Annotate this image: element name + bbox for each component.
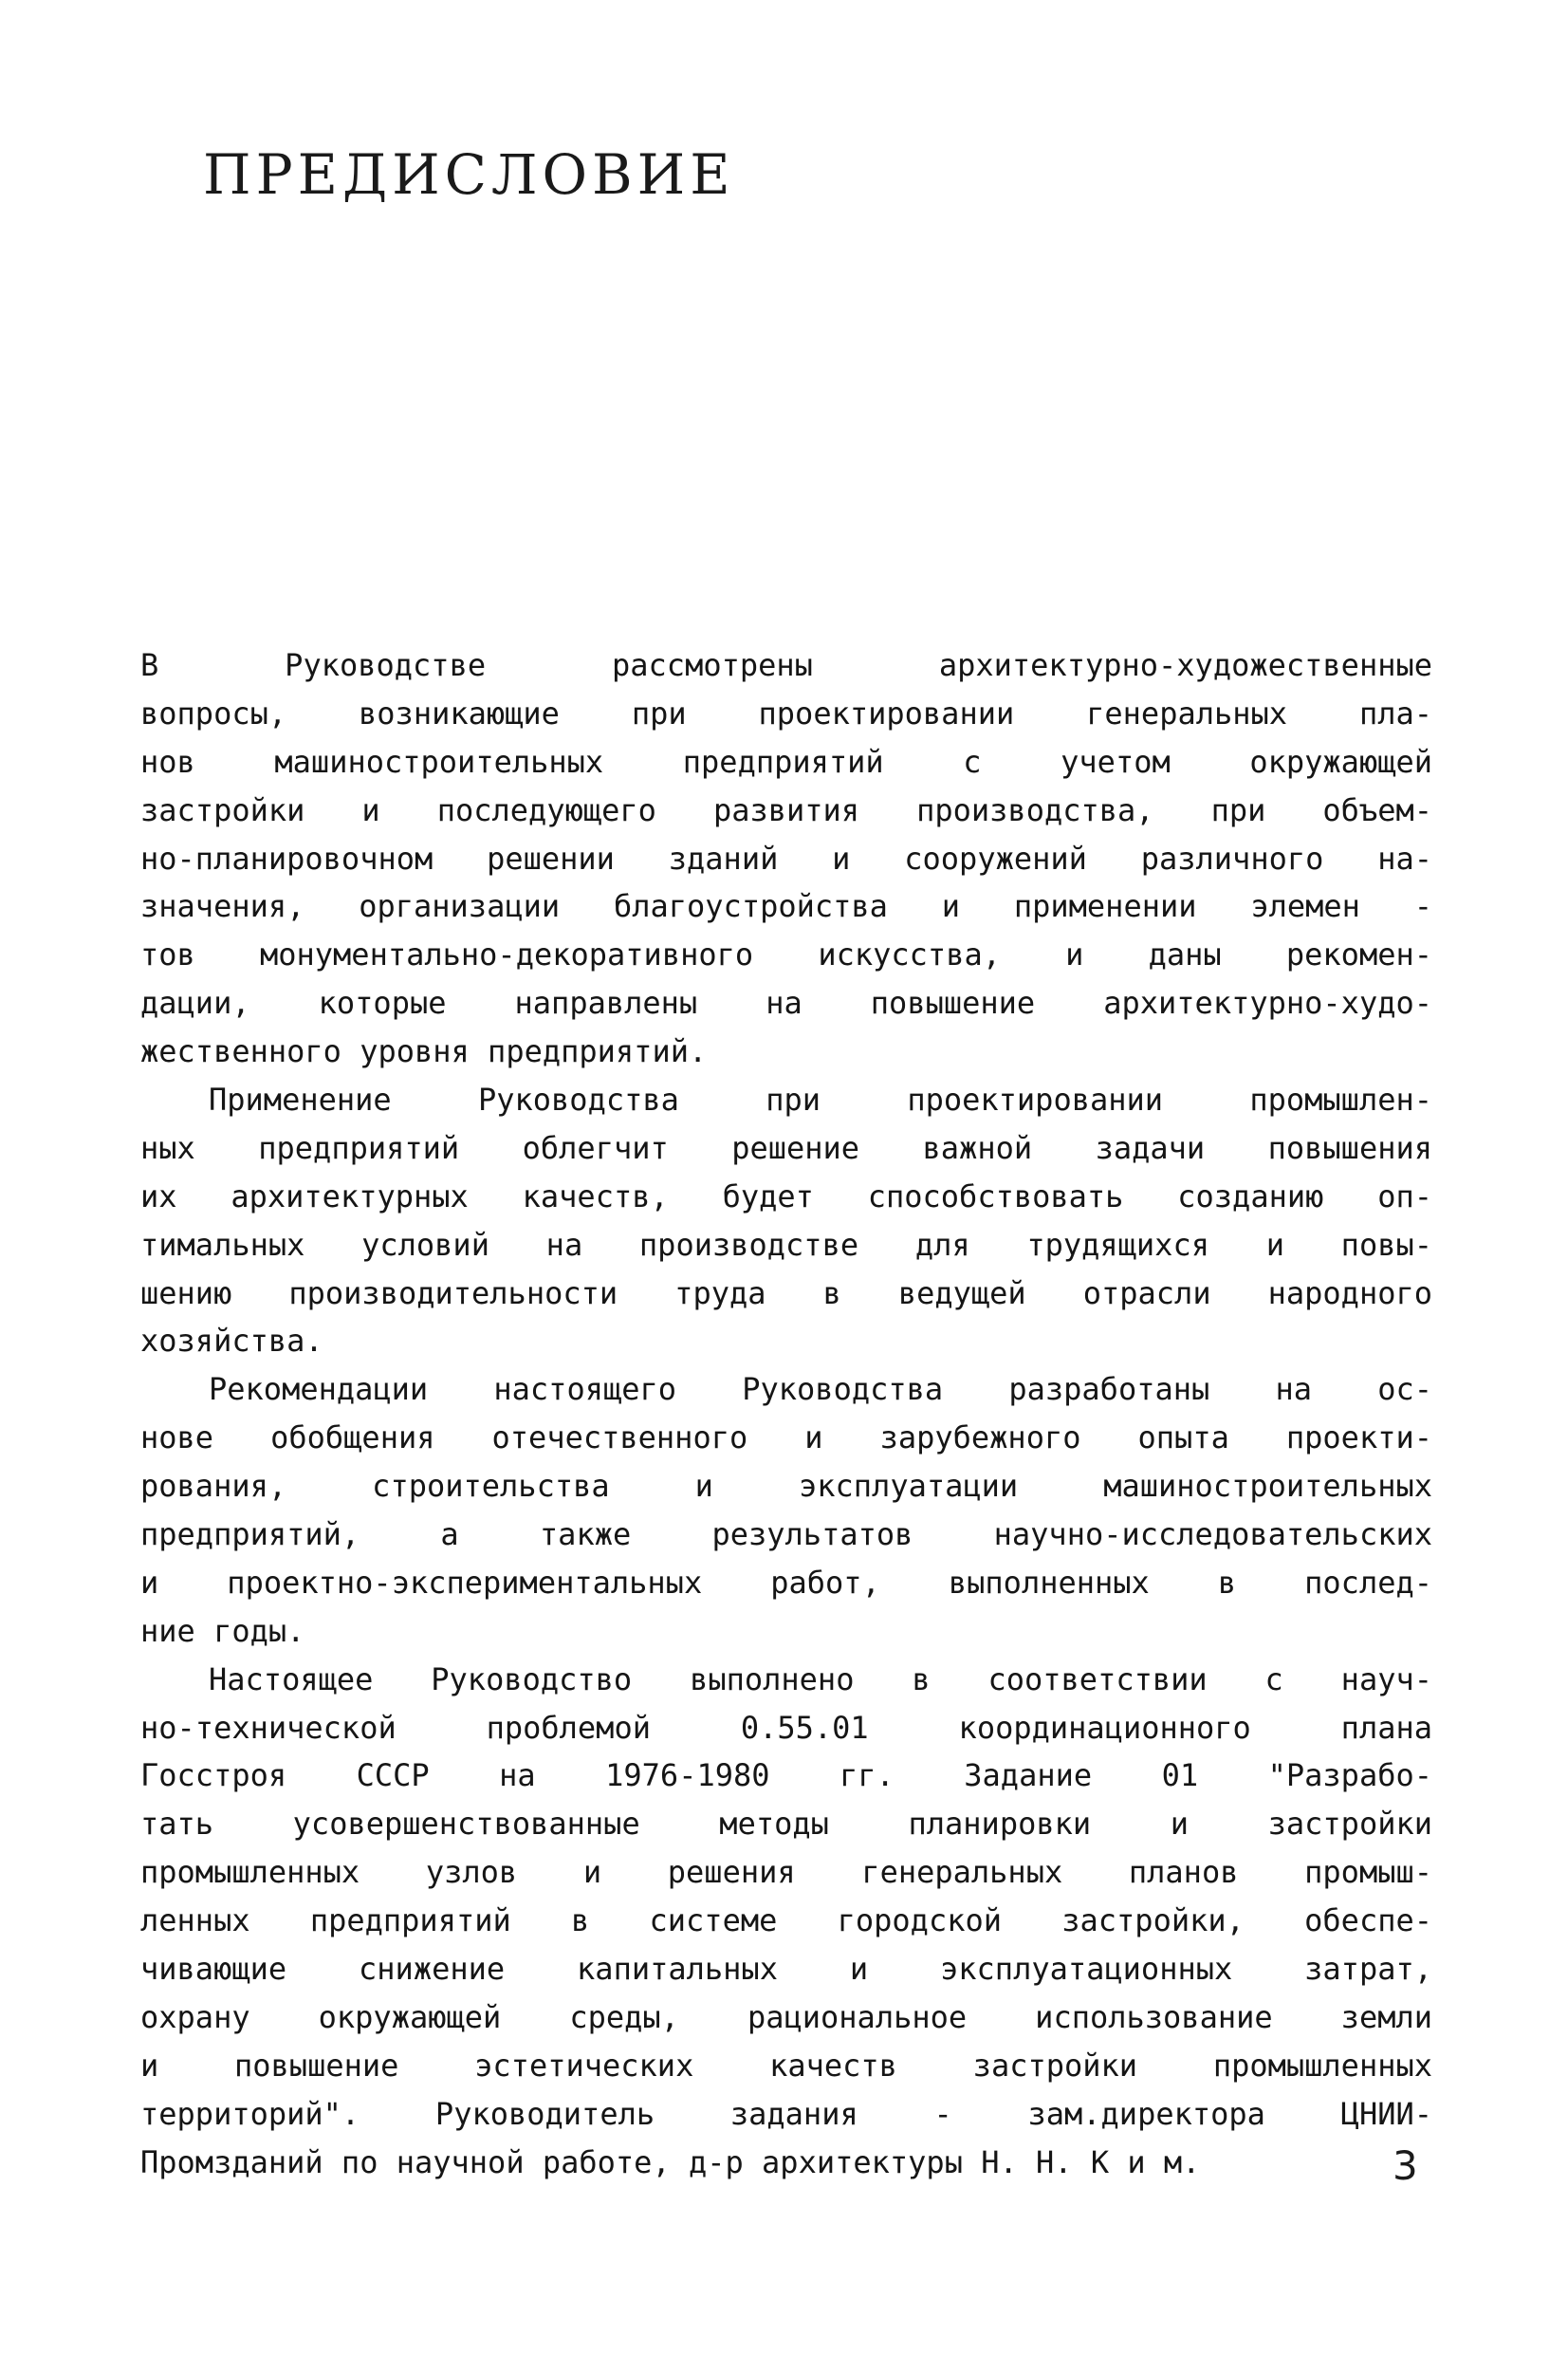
text-line: охрану окружающей среды, рациональное использование земли [140, 1998, 1432, 2035]
text-line: и повышение эстетических качеств застройки промышленных [140, 2047, 1432, 2084]
text-line: значения, организации благоустройства и применении элемен - [140, 888, 1432, 925]
text-line: дации, которые направлены на повышение архитектурно-худо- [140, 985, 1432, 1022]
page-title: ПРЕДИСЛОВИЕ [203, 142, 735, 207]
text-line: нове обобщения отечественного и зарубежного опыта проекти- [140, 1419, 1432, 1456]
text-line: нов машиностроительных предприятий с учетом окружающей [140, 743, 1432, 780]
text-line: Настоящее Руководство выполнено в соответствии с науч- [209, 1660, 1432, 1697]
text-line: рования, строительства и эксплуатации машиностроительных [140, 1468, 1432, 1505]
text-line: Промзданий по научной работе, д-р архитектуры Н. Н. К и м. [140, 2143, 1201, 2180]
text-line: но-технической проблемой 0.55.01 координационного плана [140, 1709, 1432, 1746]
text-line: шению производительности труда в ведущей отрасли народного [140, 1274, 1432, 1311]
text-line: тов монументально-декоративного искусства, и даны рекомен- [140, 936, 1432, 973]
text-line: хозяйства. [140, 1323, 323, 1360]
text-line: их архитектурных качеств, будет способствовать созданию оп- [140, 1177, 1432, 1214]
text-line: Рекомендации настоящего Руководства разработаны на ос- [209, 1371, 1432, 1408]
page-number: 3 [1393, 2142, 1418, 2189]
text-line: ных предприятий облегчит решение важной задачи повышения [140, 1129, 1432, 1166]
text-line: предприятий, а также результатов научно-исследовательских [140, 1516, 1432, 1553]
text-line: территорий". Руководитель задания - зам.директора ЦНИИ- [140, 2095, 1432, 2132]
text-line: тимальных условий на производстве для трудящихся и повы- [140, 1226, 1432, 1263]
text-line: тать усовершенствованные методы планировки и застройки [140, 1806, 1432, 1843]
text-line: ленных предприятий в системе городской застройки, обеспе- [140, 1902, 1432, 1939]
text-line: ние годы. [140, 1612, 305, 1649]
text-line: Применение Руководства при проектировании промышлен- [209, 1082, 1432, 1119]
text-line: застройки и последующего развития производства, при объем- [140, 791, 1432, 828]
text-line: чивающие снижение капитальных и эксплуатационных затрат, [140, 1951, 1432, 1988]
text-line: жественного уровня предприятий. [140, 1033, 708, 1070]
text-line: и проектно-экспериментальных работ, выполненных в послед- [140, 1564, 1432, 1601]
text-line: В Руководстве рассмотрены архитектурно-художественные [140, 647, 1432, 683]
text-line: но-планировочном решении зданий и сооружений различного на- [140, 840, 1432, 877]
text-line: промышленных узлов и решения генеральных планов промыш- [140, 1854, 1432, 1891]
preface-body [140, 641, 1432, 2187]
text-line: вопросы, возникающие при проектировании генеральных пла- [140, 695, 1432, 732]
text-line: Госстроя СССР на 1976-1980 гг. Задание 01 "Разрабо- [140, 1757, 1432, 1794]
